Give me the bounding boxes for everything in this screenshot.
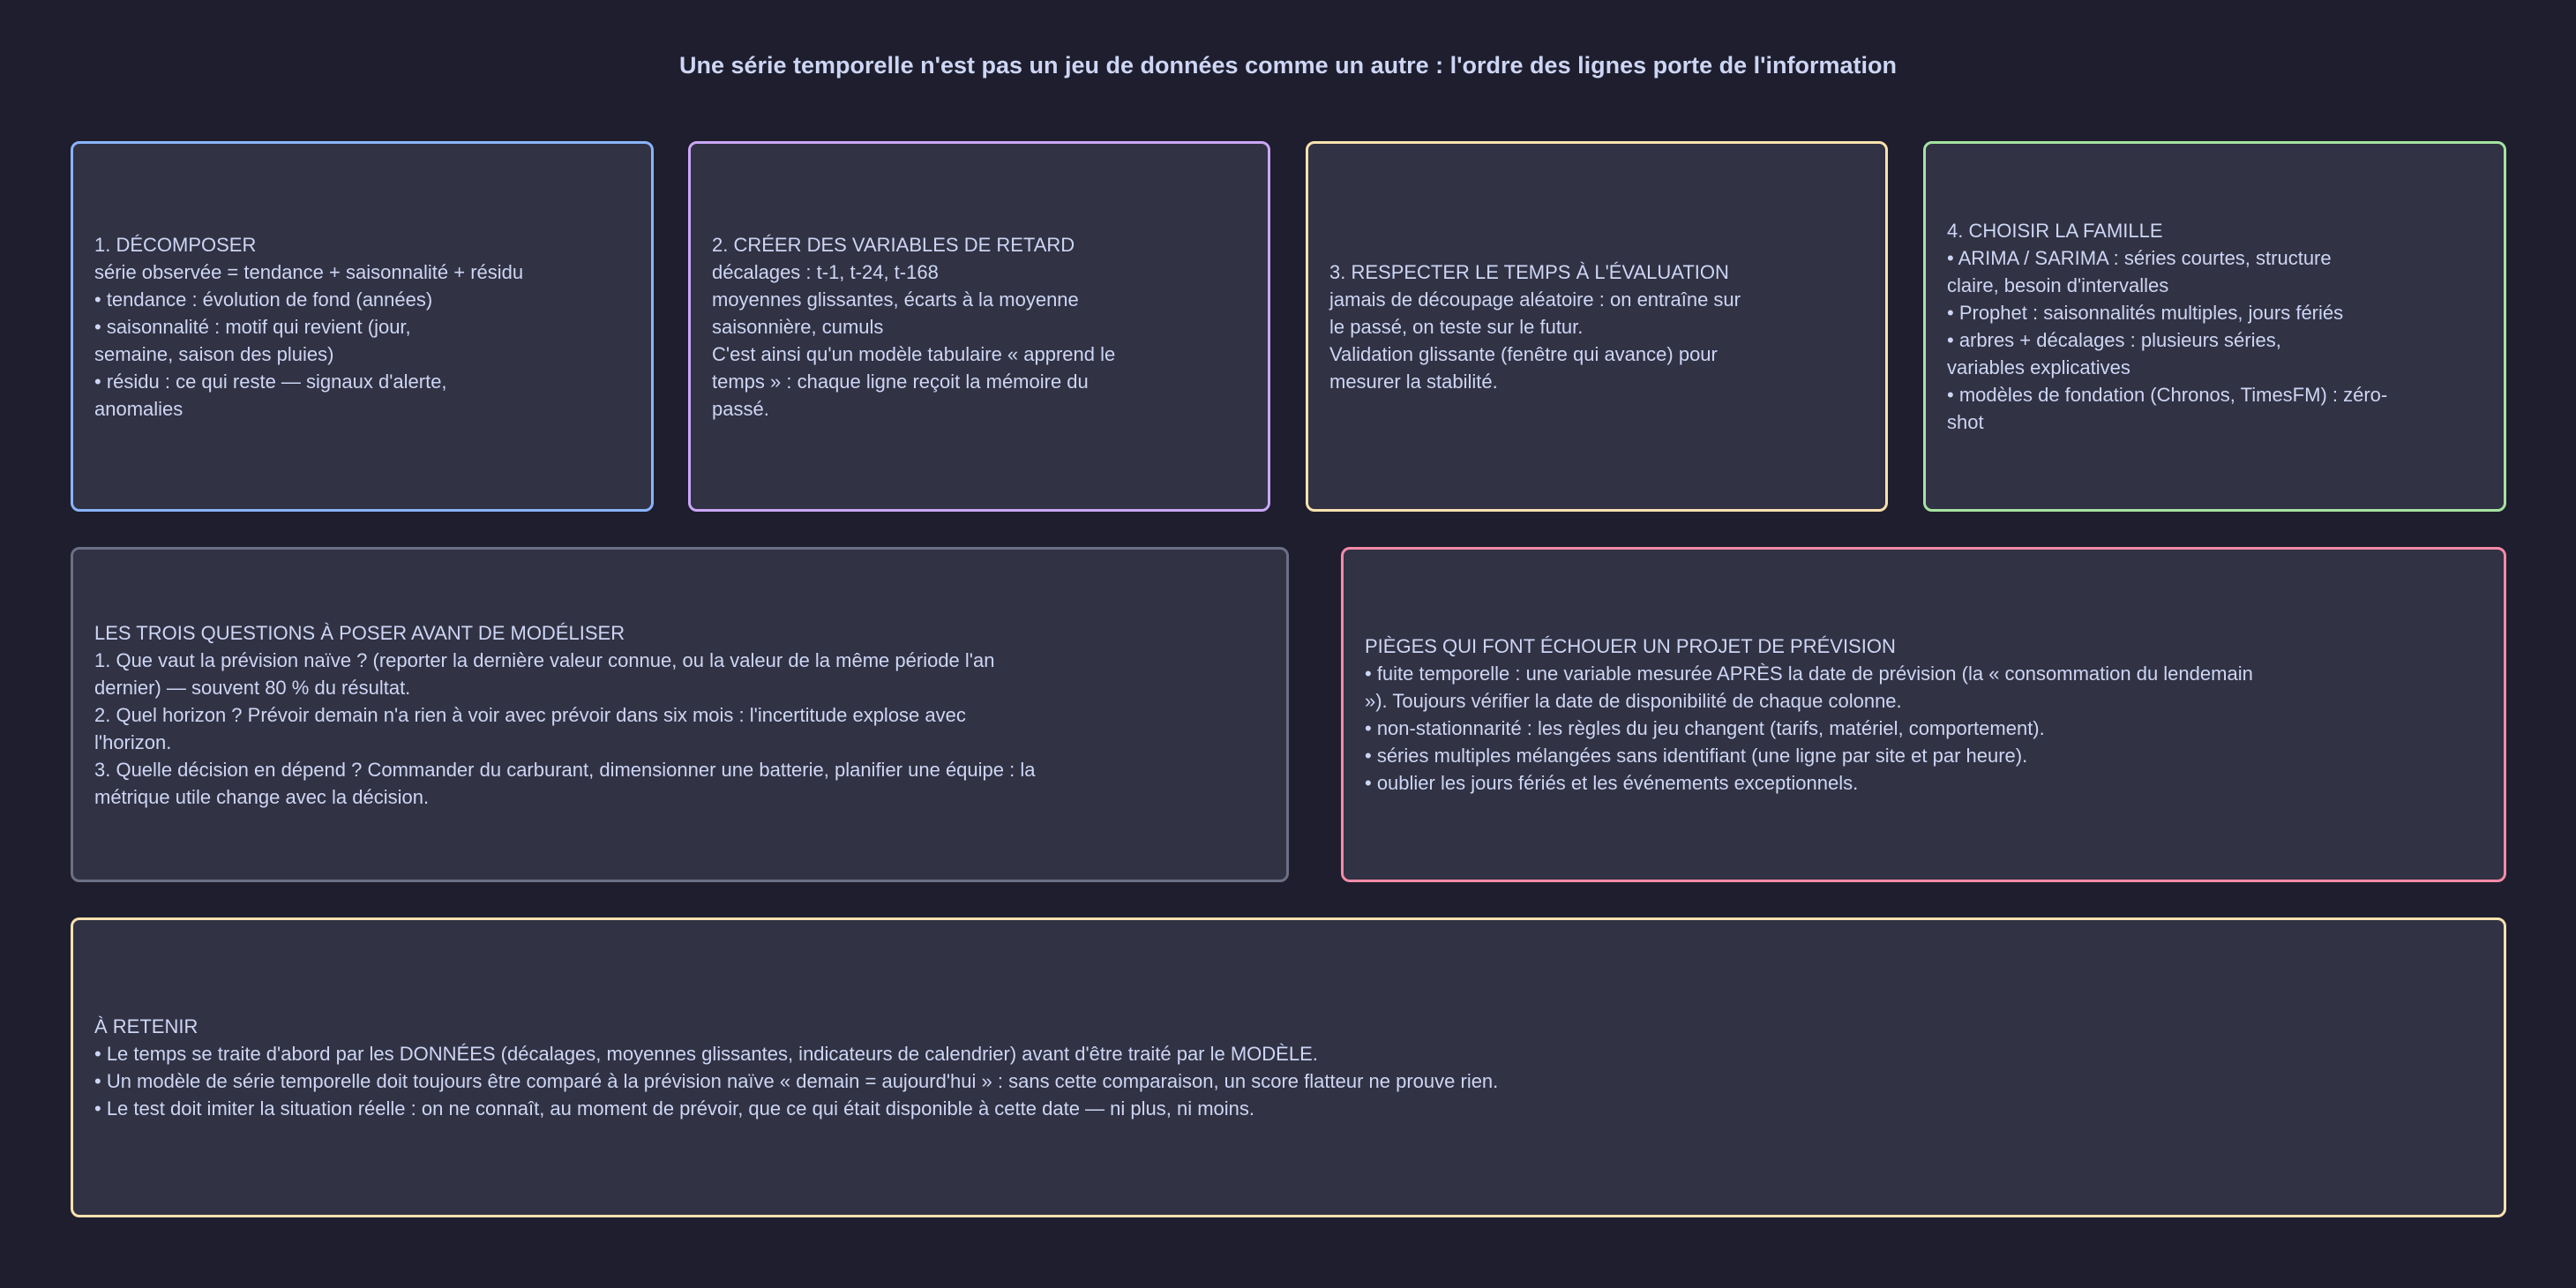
pitfalls-box <box>1341 547 2506 882</box>
box-heading: PIÈGES QUI FONT ÉCHOUER UN PROJET DE PRÉVISION <box>1365 635 1896 657</box>
box-line: Validation glissante (fenêtre qui avance) pour <box>1329 342 1718 365</box>
box-line: • arbres + décalages : plusieurs séries, <box>1947 329 2281 351</box>
box-heading: À RETENIR <box>94 1015 198 1037</box>
lag-variables-text <box>712 231 1115 423</box>
box-line: C'est ainsi qu'un modèle tabulaire « apprend le <box>712 342 1116 365</box>
key-takeaways-text <box>94 1013 1498 1122</box>
box-line: moyennes glissantes, écarts à la moyenne <box>712 288 1079 311</box>
box-line: 1. Que vaut la prévision naïve ? (reporter la dernière valeur connue, ou la valeur de la même période l'an <box>94 648 995 671</box>
three-questions-box <box>71 547 1289 882</box>
box-line: claire, besoin d'intervalles <box>1947 274 2169 296</box>
box-line: • saisonnalité : motif qui revient (jour, <box>94 315 411 338</box>
box-line: • résidu : ce qui reste — signaux d'alerte, <box>94 370 447 393</box>
key-takeaways-box <box>71 917 2506 1217</box>
box-line: passé. <box>712 397 769 420</box>
box-heading: 4. CHOISIR LA FAMILLE <box>1947 220 2163 242</box>
box-line: variables explicatives <box>1947 356 2130 378</box>
box-line: • Le test doit imiter la situation réelle : on ne connaît, au moment de prévoir, que ce qui était disponible à cette date — ni plus, ni moins. <box>94 1097 1255 1120</box>
box-line: • Prophet : saisonnalités multiples, jours fériés <box>1947 302 2344 324</box>
box-line: dernier) — souvent 80 % du résultat. <box>94 676 411 699</box>
box-line: • séries multiples mélangées sans identifiant (une ligne par site et par heure). <box>1365 745 2028 767</box>
pitfalls-text <box>1365 633 2253 797</box>
box-line: • Le temps se traite d'abord par les DONNÉES (décalages, moyennes glissantes, indicateurs de calendrier) avant d'être traité par le MODÈLE. <box>94 1043 1318 1065</box>
box-line: • oublier les jours fériés et les événements exceptionnels. <box>1365 772 1859 794</box>
box-line: série observée = tendance + saisonnalité + résidu <box>94 260 524 283</box>
box-line: • Un modèle de série temporelle doit toujours être comparé à la prévision naïve « demain = aujourd'hui » : sans cette comparaison, un score flatteur ne prouve rien. <box>94 1070 1499 1092</box>
model-family-box <box>1923 141 2506 512</box>
model-family-text <box>1947 217 2387 436</box>
three-questions-text <box>94 619 1035 811</box>
box-line: 3. Quelle décision en dépend ? Commander du carburant, dimensionner une batterie, planifier une équipe : la <box>94 758 1036 781</box>
box-line: l'horizon. <box>94 730 172 753</box>
box-heading: LES TROIS QUESTIONS À POSER AVANT DE MODÉLISER <box>94 621 625 644</box>
box-heading: 1. DÉCOMPOSER <box>94 233 257 256</box>
decompose-text <box>94 231 523 423</box>
box-line: »). Toujours vérifier la date de disponibilité de chaque colonne. <box>1365 690 1902 712</box>
box-line: • tendance : évolution de fond (années) <box>94 288 433 311</box>
box-heading: 3. RESPECTER LE TEMPS À L'ÉVALUATION <box>1329 260 1729 283</box>
box-line: jamais de découpage aléatoire : on entraîne sur <box>1329 288 1741 311</box>
time-evaluation-text <box>1329 258 1741 395</box>
box-line: shot <box>1947 411 1984 433</box>
box-line: anomalies <box>94 397 183 420</box>
lag-variables-box <box>688 141 1270 512</box>
page-title: Une série temporelle n'est pas un jeu de données comme un autre : l'ordre des lignes porte de l'information <box>678 52 1898 79</box>
box-line: temps » : chaque ligne reçoit la mémoire du <box>712 370 1089 393</box>
box-line: • non-stationnarité : les règles du jeu changent (tarifs, matériel, comportement). <box>1365 717 2045 739</box>
box-line: métrique utile change avec la décision. <box>94 785 430 808</box>
box-line: 2. Quel horizon ? Prévoir demain n'a rien à voir avec prévoir dans six mois : l'incertitude explose avec <box>94 703 966 726</box>
box-line: décalages : t-1, t-24, t-168 <box>712 260 939 283</box>
box-heading: 2. CRÉER DES VARIABLES DE RETARD <box>712 233 1075 256</box>
box-line: mesurer la stabilité. <box>1329 370 1498 393</box>
box-line: • ARIMA / SARIMA : séries courtes, structure <box>1947 247 2332 269</box>
box-line: le passé, on teste sur le futur. <box>1329 315 1584 338</box>
decompose-box <box>71 141 654 512</box>
box-line: semaine, saison des pluies) <box>94 342 334 365</box>
box-line: • modèles de fondation (Chronos, TimesFM) : zéro- <box>1947 384 2388 406</box>
box-line: • fuite temporelle : une variable mesurée APRÈS la date de prévision (la « consommation du lendemain <box>1365 663 2253 685</box>
box-line: saisonnière, cumuls <box>712 315 884 338</box>
time-evaluation-box <box>1306 141 1888 512</box>
